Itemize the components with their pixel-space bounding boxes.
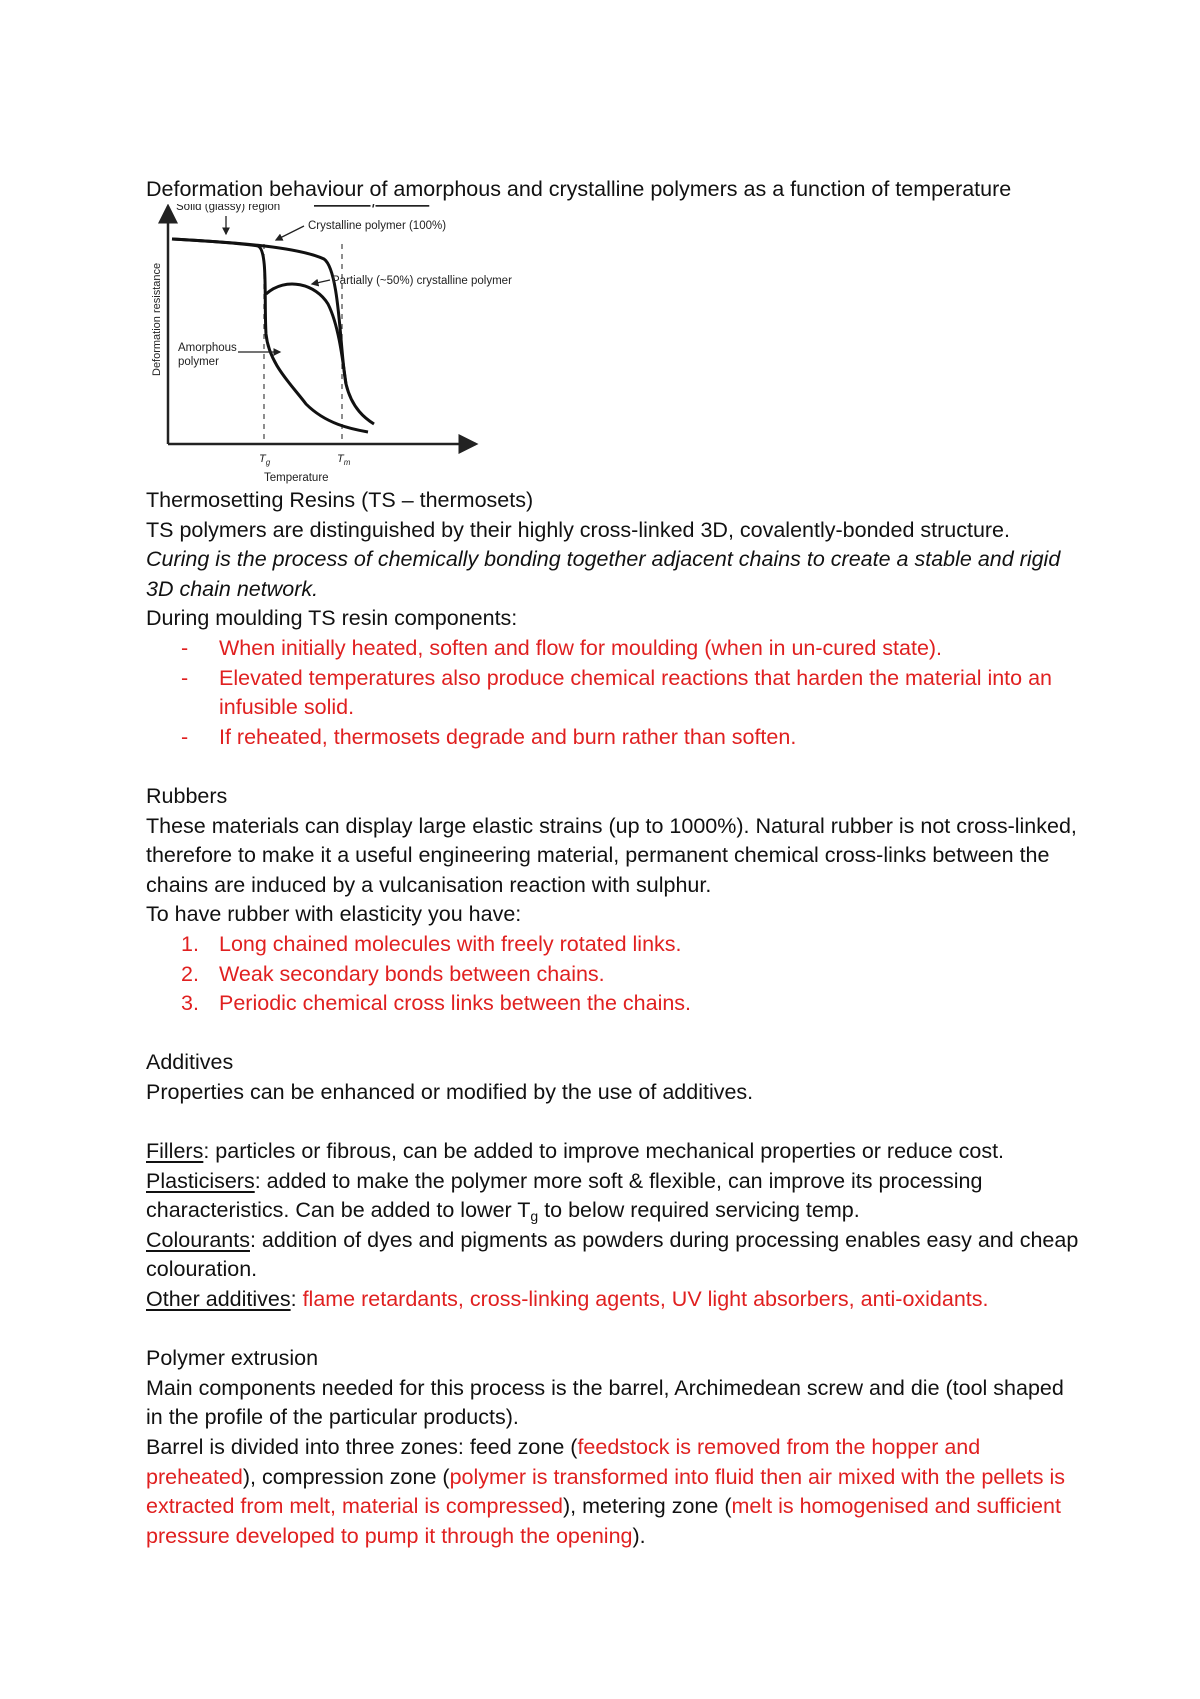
other-additives-term: Other additives (146, 1287, 291, 1312)
additives-p1: Properties can be enhanced or modified by the use of additives. (146, 1079, 754, 1104)
partial-pointer (312, 280, 330, 284)
extrusion-p1: Main components needed for this process is the barrel, Archimedean screw and die (tool shaped in the profile of the particular products). (146, 1375, 1064, 1430)
figure-title (314, 204, 430, 208)
plasticisers-term: Plasticisers (146, 1168, 255, 1193)
crystalline-pointer (276, 226, 304, 240)
x-axis-label: Temperature (264, 472, 329, 484)
extrusion-section (146, 1344, 1086, 1551)
glassy-region-label: Solid (glassy) region (176, 204, 281, 213)
figure-heading: Deformation behaviour of amorphous and crystalline polymers as a function of temperature (146, 177, 1012, 201)
additives-title: Additives (146, 1050, 234, 1075)
colourants-term: Colourants (146, 1227, 250, 1252)
dash-bullet: - (181, 635, 189, 660)
fillers-term: Fillers (146, 1139, 204, 1164)
partially-crystalline-label: Partially (~50%) crystalline polymer (332, 275, 512, 287)
tick-tg: $T_g$ (259, 453, 271, 467)
tick-tm: $T_m$ (337, 453, 351, 467)
plasticisers-paragraph: Plasticisers: added to make the polymer more soft & flexible, can improve its processing characteristics. Can be added to lower $T_g$ to below required servicing temp. (146, 1168, 983, 1225)
dash-bullet: - (181, 665, 189, 690)
thermosets-list (146, 634, 1086, 752)
list-item: - When initially heated, soften and flow for moulding (when in un-cured state). (146, 634, 1086, 664)
colourants-paragraph: Colourants: addition of dyes and pigments as powders during processing enables easy and cheap colouration. (146, 1227, 1079, 1282)
list-number: 1. (181, 931, 199, 956)
other-additives-paragraph: Other additives: flame retardants, cross-linking agents, UV light absorbers, anti-oxidants. (146, 1287, 989, 1312)
additives-section (146, 1048, 1086, 1314)
rubbers-p1: These materials can display large elastic strains (up to 1000%). Natural rubber is not cross-linked, therefore to make it a useful engineering material, permanent chemical cross-links between the chains are induced by a vulcanisation reaction with sulphur. (146, 813, 1077, 897)
rubbers-title: Rubbers (146, 783, 228, 808)
extrusion-p2: Barrel is divided into three zones: feed zone (feedstock is removed from the hopper and preheated), compression zone (polymer is transformed into fluid then air mixed with the pellets is extracted from melt, material is compressed), metering zone (melt is homogenised and sufficient pressure developed to pump it through the opening). (146, 1435, 1065, 1548)
list-item: 1. Long chained molecules with freely rotated links. (146, 930, 1086, 960)
heading-block (146, 175, 1086, 205)
list-number: 3. (181, 991, 199, 1016)
extrusion-title: Polymer extrusion (146, 1346, 319, 1371)
crystalline-label: Crystalline polymer (100%) (308, 220, 447, 232)
list-item: 2. Weak secondary bonds between chains. (146, 960, 1086, 990)
thermosets-p3: During moulding TS resin components: (146, 606, 518, 631)
list-item: - If reheated, thermosets degrade and burn rather than soften. (146, 723, 1086, 753)
thermosets-section (146, 486, 1086, 752)
y-axis-label: Deformation resistance (151, 262, 163, 376)
list-number: 2. (181, 961, 199, 986)
thermosets-title: Thermosetting Resins (TS – thermosets) (146, 488, 534, 512)
thermoplastics-diagram (146, 204, 546, 496)
list-item: - Elevated temperatures also produce chemical reactions that harden the material into an infusible solid. (181, 665, 1052, 720)
amorphous-label-line1: Amorphous (178, 342, 237, 354)
rubbers-section (146, 782, 1086, 1019)
thermosets-curing: Curing is the process of chemically bonding together adjacent chains to create a stable and rigid 3D chain network. (146, 547, 1061, 601)
rubbers-list (146, 930, 1086, 1019)
list-item: 3. Periodic chemical cross links between the chains. (146, 989, 1086, 1019)
thermosets-p1: TS polymers are distinguished by their highly cross-linked 3D, covalently-bonded structure. (146, 517, 1010, 542)
crystalline-curve (172, 239, 374, 424)
amorphous-label-line2: polymer (178, 356, 219, 368)
main-text (146, 486, 1086, 1551)
thermoplastics-figure (146, 204, 546, 496)
dash-bullet: - (181, 724, 189, 749)
fillers-paragraph: Fillers: particles or fibrous, can be added to improve mechanical properties or reduce cost. (146, 1139, 1005, 1164)
rubbers-p2: To have rubber with elasticity you have: (146, 902, 522, 927)
